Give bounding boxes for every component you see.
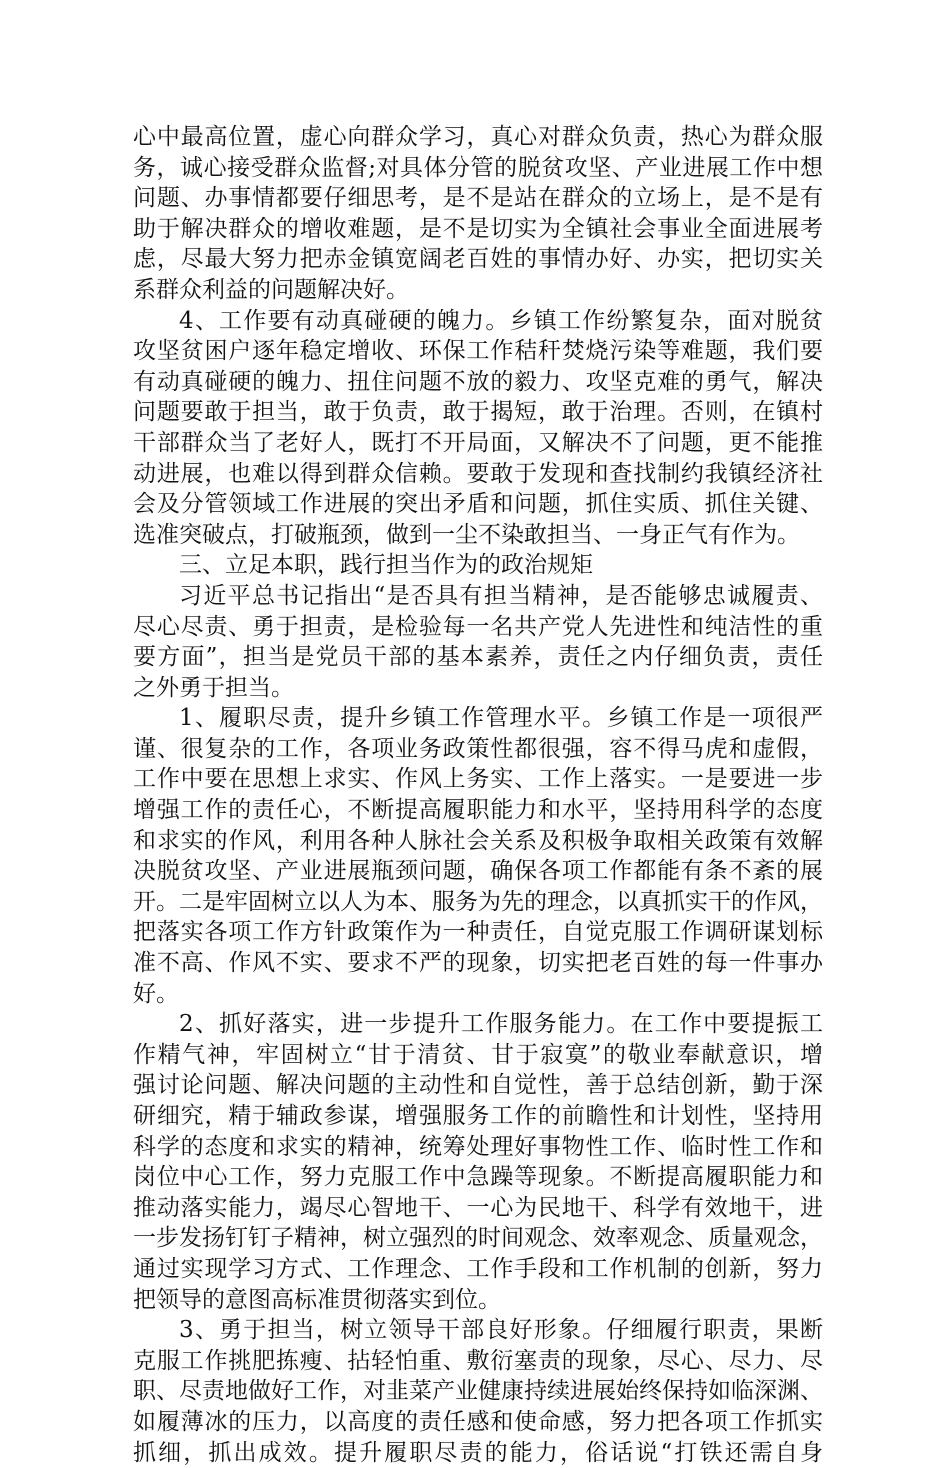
paragraph-line: 一步发扬钉钉子精神，树立强烈的时间观念、效率观念、质量观念， bbox=[133, 1225, 823, 1252]
paragraph-line: 作精气神，牢固树立“甘于清贫、甘于寂寞”的敬业奉献意识，增 bbox=[133, 1041, 823, 1068]
paragraph-line: 通过实现学习方式、工作理念、工作手段和工作机制的创新，努力 bbox=[133, 1255, 823, 1282]
paragraph-line: 如履薄冰的压力，以高度的责任感和使命感，努力把各项工作抓实 bbox=[133, 1408, 823, 1435]
paragraph-line: 抓细，抓出成效。提升履职尽责的能力，俗话说“打铁还需自身 bbox=[133, 1439, 823, 1466]
paragraph-line: 增强工作的责任心，不断提高履职能力和水平，坚持用科学的态度 bbox=[133, 797, 823, 824]
paragraph-line: 3、勇于担当，树立领导干部良好形象。仔细履行职责，果断 bbox=[179, 1317, 823, 1344]
paragraph-line: 会及分管领域工作进展的突出矛盾和问题，抓住实质、抓住关键、 bbox=[133, 491, 823, 518]
paragraph-line: 问题、办事情都要仔细思考，是不是站在群众的立场上，是不是有 bbox=[133, 185, 823, 212]
paragraph-line: 2、抓好落实，进一步提升工作服务能力。在工作中要提振工 bbox=[179, 1011, 823, 1038]
paragraph-line: 准不高、作风不实、要求不严的现象，切实把老百姓的每一件事办 bbox=[133, 950, 823, 977]
paragraph-line: 有动真碰硬的魄力、扭住问题不放的毅力、攻坚克难的勇气，解决 bbox=[133, 368, 823, 395]
paragraph-line: 习近平总书记指出“是否具有担当精神，是否能够忠诚履责、 bbox=[179, 582, 823, 609]
paragraph-line: 克服工作挑肥拣瘦、拈轻怕重、敷衍塞责的现象，尽心、尽力、尽 bbox=[133, 1347, 823, 1374]
paragraph-line: 尽心尽责、勇于担责，是检验每一名共产党人先进性和纯洁性的重 bbox=[133, 613, 823, 640]
paragraph-line: 强讨论问题、解决问题的主动性和自觉性，善于总结创新，勤于深 bbox=[133, 1072, 823, 1099]
paragraph-line: 干部群众当了老好人，既打不开局面，又解决不了问题，更不能推 bbox=[133, 429, 823, 456]
paragraph-line: 要方面”，担当是党员干部的基本素养，责任之内仔细负责，责任 bbox=[133, 644, 823, 671]
paragraph-line: 职、尽责地做好工作，对韭菜产业健康持续进展始终保持如临深渊、 bbox=[133, 1378, 823, 1405]
paragraph-line: 把领导的意图高标准贯彻落实到位。 bbox=[133, 1286, 501, 1313]
paragraph-line: 攻坚贫困户逐年稳定增收、环保工作秸秆焚烧污染等难题，我们要 bbox=[133, 338, 823, 365]
paragraph-line: 谨、很复杂的工作，各项业务政策性都很强，容不得马虎和虚假， bbox=[133, 735, 823, 762]
paragraph-line: 推动落实能力，竭尽心智地干、一心为民地干、科学有效地干，进 bbox=[133, 1194, 823, 1221]
paragraph-line: 开。二是牢固树立以人为本、服务为先的理念，以真抓实干的作风， bbox=[133, 888, 823, 915]
paragraph-line: 好。 bbox=[133, 980, 179, 1007]
paragraph-line: 选准突破点，打破瓶颈，做到一尘不染敢担当、一身正气有作为。 bbox=[133, 521, 800, 548]
paragraph-line: 工作中要在思想上求实、作风上务实、工作上落实。一是要进一步 bbox=[133, 766, 823, 793]
paragraph-line: 研细究，精于辅政参谋，增强服务工作的前瞻性和计划性，坚持用 bbox=[133, 1103, 823, 1129]
paragraph-line: 助于解决群众的增收难题，是不是切实为全镇社会事业全面进展考 bbox=[133, 215, 823, 242]
paragraph-line: 之外勇于担当。 bbox=[133, 674, 294, 701]
document-body bbox=[133, 122, 823, 1468]
paragraph-line: 和求实的作风，利用各种人脉社会关系及积极争取相关政策有效解 bbox=[133, 827, 823, 854]
paragraph-line: 把落实各项工作方针政策作为一种责任，自觉克服工作调研谋划标 bbox=[133, 919, 823, 946]
paragraph-line: 动进展，也难以得到群众信赖。要敢于发现和查找制约我镇经济社 bbox=[133, 460, 823, 487]
paragraph-line: 决脱贫攻坚、产业进展瓶颈问题，确保各项工作都能有条不紊的展 bbox=[133, 858, 823, 885]
paragraph-line: 问题要敢于担当，敢于负责，敢于揭短，敢于治理。否则，在镇村 bbox=[133, 399, 823, 426]
section-heading: 三、立足本职，践行担当作为的政治规矩 bbox=[179, 552, 593, 579]
paragraph-line: 科学的态度和求实的精神，统筹处理好事物性工作、临时性工作和 bbox=[133, 1133, 823, 1160]
paragraph-line: 岗位中心工作，努力克服工作中急躁等现象。不断提高履职能力和 bbox=[133, 1164, 823, 1191]
paragraph-line: 4、工作要有动真碰硬的魄力。乡镇工作纷繁复杂，面对脱贫 bbox=[179, 307, 823, 334]
paragraph-line: 系群众利益的问题解决好。 bbox=[133, 276, 409, 303]
paragraph-line: 务，诚心接受群众监督;对具体分管的脱贫攻坚、产业进展工作中想 bbox=[133, 154, 823, 181]
paragraph-line: 虑，尽最大努力把赤金镇宽阔老百姓的事情办好、办实，把切实关 bbox=[133, 246, 823, 273]
paragraph-line: 1、履职尽责，提升乡镇工作管理水平。乡镇工作是一项很严 bbox=[179, 705, 823, 732]
paragraph-line: 心中最高位置，虚心向群众学习，真心对群众负责，热心为群众服 bbox=[133, 124, 823, 150]
